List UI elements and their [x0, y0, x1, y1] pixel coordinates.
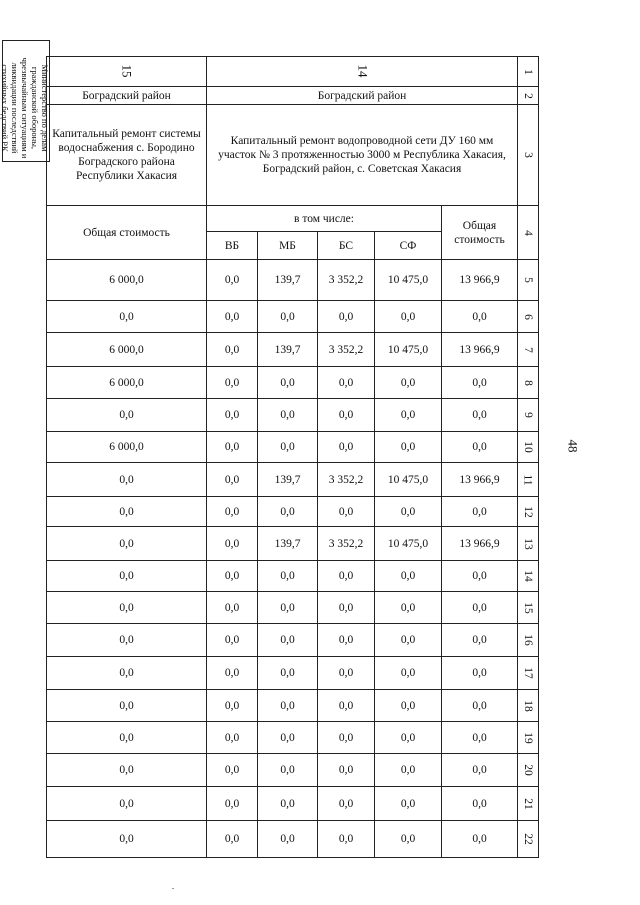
budget-table	[46, 56, 539, 858]
row-number: 20	[518, 754, 539, 787]
sf-cell: 0,0	[375, 722, 442, 754]
vb-cell: 0,0	[207, 787, 258, 821]
table-row	[47, 624, 539, 657]
table-row	[47, 399, 539, 432]
sf-cell: 0,0	[375, 821, 442, 858]
row-number: 10	[518, 432, 539, 463]
table-row	[47, 527, 539, 561]
vb-cell: 0,0	[207, 754, 258, 787]
row-number: 22	[518, 821, 539, 858]
row-number: 17	[518, 657, 539, 690]
table-row	[47, 657, 539, 690]
vb-cell: 0,0	[207, 690, 258, 722]
sf-cell: 0,0	[375, 624, 442, 657]
total-cost-14-cell: 0,0	[442, 657, 518, 690]
vb-cell: 0,0	[207, 432, 258, 463]
row-number: 2	[518, 87, 539, 105]
mb-cell: 139,7	[258, 260, 318, 301]
vb-header: ВБ	[207, 232, 258, 260]
sf-header: СФ	[375, 232, 442, 260]
mb-cell: 0,0	[258, 821, 318, 858]
table-row	[47, 754, 539, 787]
total-cost-14-cell: 0,0	[442, 561, 518, 592]
table-row	[47, 463, 539, 497]
mb-cell: 139,7	[258, 527, 318, 561]
bs-cell: 0,0	[318, 367, 375, 399]
bs-cell: 0,0	[318, 754, 375, 787]
ministry-stamp	[2, 40, 50, 162]
mb-cell: 0,0	[258, 657, 318, 690]
total-cost-15-cell: 0,0	[47, 722, 207, 754]
sf-cell: 0,0	[375, 399, 442, 432]
bs-cell: 0,0	[318, 497, 375, 527]
header-row-project	[47, 105, 539, 206]
vb-cell: 0,0	[207, 527, 258, 561]
scan-speck	[172, 888, 174, 889]
project-14: Капитальный ремонт водопроводной сети ДУ 160 мм участок № 3 протяженностью 3000 м Республика Хакасия, Боградский район, с. Советская Хакасия	[207, 105, 518, 206]
sf-cell: 10 475,0	[375, 463, 442, 497]
table-row	[47, 333, 539, 367]
bs-cell: 0,0	[318, 561, 375, 592]
district-15: Боградский район	[47, 87, 207, 105]
including-label: в том числе:	[207, 206, 442, 232]
mb-cell: 0,0	[258, 690, 318, 722]
vb-cell: 0,0	[207, 301, 258, 333]
project-15: Капитальный ремонт системы водоснабжения с. Бородино Боградского района Республики Хакасия	[47, 105, 207, 206]
total-cost-15-cell: 6 000,0	[47, 367, 207, 399]
total-cost-14-cell: 13 966,9	[442, 527, 518, 561]
total-cost-14-cell: 13 966,9	[442, 463, 518, 497]
row-number: 19	[518, 722, 539, 754]
bs-cell: 0,0	[318, 399, 375, 432]
mb-cell: 0,0	[258, 399, 318, 432]
row-number: 21	[518, 787, 539, 821]
total-cost-15-cell: 0,0	[47, 399, 207, 432]
sf-cell: 0,0	[375, 432, 442, 463]
column-number-14: 14	[207, 57, 518, 87]
vb-cell: 0,0	[207, 657, 258, 690]
total-cost-14-cell: 0,0	[442, 787, 518, 821]
total-cost-15-cell: 0,0	[47, 657, 207, 690]
row-number: 5	[518, 260, 539, 301]
bs-cell: 3 352,2	[318, 527, 375, 561]
vb-cell: 0,0	[207, 624, 258, 657]
total-cost-14-cell: 0,0	[442, 592, 518, 624]
total-cost-label-14: Общая стоимость	[442, 206, 518, 260]
sf-cell: 10 475,0	[375, 527, 442, 561]
total-cost-15-cell: 0,0	[47, 624, 207, 657]
bs-cell: 0,0	[318, 301, 375, 333]
sf-cell: 0,0	[375, 592, 442, 624]
mb-header: МБ	[258, 232, 318, 260]
total-cost-15-cell: 6 000,0	[47, 333, 207, 367]
vb-cell: 0,0	[207, 722, 258, 754]
column-number-15: 15	[47, 57, 207, 87]
mb-cell: 0,0	[258, 497, 318, 527]
vb-cell: 0,0	[207, 463, 258, 497]
mb-cell: 0,0	[258, 592, 318, 624]
total-cost-14-cell: 0,0	[442, 821, 518, 858]
table-row	[47, 690, 539, 722]
bs-cell: 0,0	[318, 787, 375, 821]
row-number: 13	[518, 527, 539, 561]
row-number: 7	[518, 333, 539, 367]
mb-cell: 139,7	[258, 333, 318, 367]
sf-cell: 0,0	[375, 754, 442, 787]
table-row	[47, 561, 539, 592]
vb-cell: 0,0	[207, 561, 258, 592]
sf-cell: 0,0	[375, 787, 442, 821]
vb-cell: 0,0	[207, 399, 258, 432]
vb-cell: 0,0	[207, 497, 258, 527]
row-number: 6	[518, 301, 539, 333]
table-row	[47, 301, 539, 333]
total-cost-14-cell: 0,0	[442, 497, 518, 527]
sf-cell: 0,0	[375, 690, 442, 722]
total-cost-label-15: Общая стоимость	[47, 206, 207, 260]
total-cost-15-cell: 0,0	[47, 497, 207, 527]
bs-cell: 0,0	[318, 690, 375, 722]
table-row	[47, 432, 539, 463]
bs-header: БС	[318, 232, 375, 260]
mb-cell: 0,0	[258, 561, 318, 592]
total-cost-14-cell: 0,0	[442, 754, 518, 787]
mb-cell: 0,0	[258, 722, 318, 754]
stamp-text: Министерство по делам гражданской обороны, чрезвычайным ситуациям и ликвидации последствий стихийных бедствий РК	[0, 57, 50, 159]
total-cost-15-cell: 0,0	[47, 527, 207, 561]
mb-cell: 0,0	[258, 754, 318, 787]
total-cost-15-cell: 0,0	[47, 787, 207, 821]
total-cost-14-cell: 0,0	[442, 432, 518, 463]
table-row	[47, 592, 539, 624]
total-cost-14-cell: 13 966,9	[442, 260, 518, 301]
total-cost-15-cell: 0,0	[47, 301, 207, 333]
page-number: 48	[565, 439, 581, 453]
table-row	[47, 722, 539, 754]
sf-cell: 0,0	[375, 657, 442, 690]
vb-cell: 0,0	[207, 821, 258, 858]
row-number: 11	[518, 463, 539, 497]
vb-cell: 0,0	[207, 260, 258, 301]
total-cost-15-cell: 0,0	[47, 561, 207, 592]
total-cost-15-cell: 6 000,0	[47, 260, 207, 301]
row-number: 16	[518, 624, 539, 657]
sf-cell: 10 475,0	[375, 260, 442, 301]
row-number: 14	[518, 561, 539, 592]
total-cost-14-cell: 0,0	[442, 367, 518, 399]
bs-cell: 3 352,2	[318, 260, 375, 301]
vb-cell: 0,0	[207, 333, 258, 367]
bs-cell: 0,0	[318, 821, 375, 858]
sf-cell: 0,0	[375, 561, 442, 592]
district-14: Боградский район	[207, 87, 518, 105]
total-cost-14-cell: 0,0	[442, 722, 518, 754]
table-row	[47, 260, 539, 301]
bs-cell: 0,0	[318, 624, 375, 657]
bs-cell: 3 352,2	[318, 333, 375, 367]
total-cost-15-cell: 0,0	[47, 821, 207, 858]
total-cost-15-cell: 0,0	[47, 592, 207, 624]
row-number: 12	[518, 497, 539, 527]
sf-cell: 0,0	[375, 301, 442, 333]
bs-cell: 0,0	[318, 657, 375, 690]
row-number: 15	[518, 592, 539, 624]
bs-cell: 0,0	[318, 432, 375, 463]
total-cost-14-cell: 0,0	[442, 690, 518, 722]
total-cost-14-cell: 0,0	[442, 399, 518, 432]
table-row	[47, 497, 539, 527]
header-row-district	[47, 87, 539, 105]
mb-cell: 0,0	[258, 624, 318, 657]
total-cost-15-cell: 0,0	[47, 463, 207, 497]
header-row-cost-1	[47, 206, 539, 232]
bs-cell: 3 352,2	[318, 463, 375, 497]
table-row	[47, 821, 539, 858]
mb-cell: 0,0	[258, 367, 318, 399]
total-cost-14-cell: 0,0	[442, 624, 518, 657]
total-cost-15-cell: 6 000,0	[47, 432, 207, 463]
row-number: 1	[518, 57, 539, 87]
sf-cell: 10 475,0	[375, 333, 442, 367]
table-row	[47, 367, 539, 399]
total-cost-15-cell: 0,0	[47, 690, 207, 722]
vb-cell: 0,0	[207, 367, 258, 399]
row-number: 3	[518, 105, 539, 206]
mb-cell: 0,0	[258, 787, 318, 821]
mb-cell: 139,7	[258, 463, 318, 497]
row-number: 18	[518, 690, 539, 722]
total-cost-14-cell: 0,0	[442, 301, 518, 333]
row-number: 4	[518, 206, 539, 260]
row-number: 9	[518, 399, 539, 432]
total-cost-14-cell: 13 966,9	[442, 333, 518, 367]
bs-cell: 0,0	[318, 592, 375, 624]
sf-cell: 0,0	[375, 497, 442, 527]
bs-cell: 0,0	[318, 722, 375, 754]
vb-cell: 0,0	[207, 592, 258, 624]
sf-cell: 0,0	[375, 367, 442, 399]
total-cost-15-cell: 0,0	[47, 754, 207, 787]
row-number: 8	[518, 367, 539, 399]
header-row-column-numbers	[47, 57, 539, 87]
table-row	[47, 787, 539, 821]
mb-cell: 0,0	[258, 432, 318, 463]
mb-cell: 0,0	[258, 301, 318, 333]
